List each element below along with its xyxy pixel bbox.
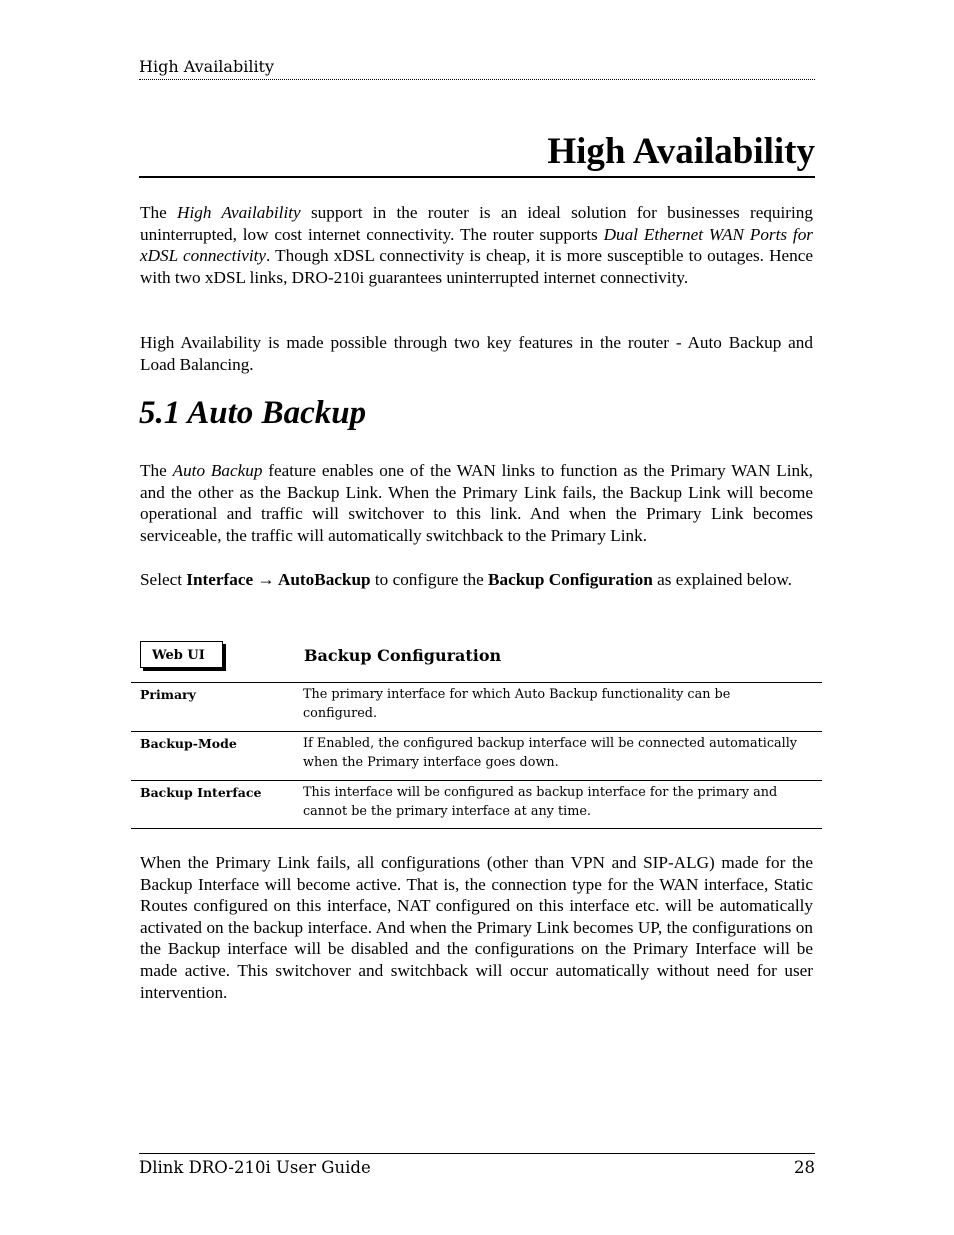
page-footer (139, 1153, 815, 1179)
arrow-right-icon: → (253, 570, 278, 589)
running-header: High Availability (139, 57, 815, 80)
field-name: Backup Interface (140, 785, 262, 800)
table-title: Backup Configuration (304, 646, 502, 665)
backup-configuration-table (131, 682, 822, 829)
intro-p1-text-1: The (140, 203, 178, 222)
field-name: Backup-Mode (140, 736, 237, 751)
table-row (131, 731, 822, 780)
section-p2-text-3: as explained below. (652, 570, 792, 589)
chapter-title: High Availability (139, 128, 815, 178)
section-p1-text-1: The (140, 461, 173, 480)
web-ui-badge: Web UI (140, 641, 223, 668)
field-description: If Enabled, the configured backup interface will be connected automatically when the Primary interface goes down. (303, 736, 798, 770)
field-description: This interface will be configured as backup interface for the primary and cannot be the primary interface at any time. (303, 785, 778, 819)
section-p1-italic-1: Auto Backup (172, 461, 263, 480)
intro-p1-text-2: support in the router is an ideal solution for businesses requiring uninterrupted, low cost internet connectivity. The router supports (140, 203, 813, 244)
section-paragraph-1 (140, 460, 813, 546)
section-p2-text-2: to configure the (370, 570, 489, 589)
section-paragraph-2 (140, 569, 813, 591)
intro-paragraph-2: High Availability is made possible through two key features in the router - Auto Backup and Load Balancing. (140, 333, 813, 374)
footer-guide-title: Dlink DRO-210i User Guide (139, 1158, 371, 1177)
table-row (131, 780, 822, 829)
intro-p1-text-3: . Though xDSL connectivity is cheap, it is more susceptible to outages. Hence with two xDSL links, DRO-210i guarantees uninterrupted internet connectivity. (140, 246, 813, 287)
section-title: 5.1 Auto Backup (139, 395, 367, 431)
backup-configuration-ref: Backup Configuration (488, 570, 653, 589)
page-number: 28 (794, 1158, 815, 1177)
intro-p1-italic-2: Dual Ethernet WAN Ports for xDSL connectivity (140, 224, 813, 266)
field-description: The primary interface for which Auto Backup functionality can be configured. (303, 687, 731, 721)
section-p2-text-1: Select (140, 570, 187, 589)
intro-paragraph-1 (140, 202, 813, 288)
closing-paragraph: When the Primary Link fails, all configurations (other than VPN and SIP-ALG) made for the Backup Interface will become active. That is, the connection type for the WAN interface, Static Routes configured on this interface, NAT configured on this interface etc. will be automatically activated on the backup interface. And when the Primary Link becomes UP, the configurations on the Backup interface will be disabled and the configurations on the Primary Interface will be made active. This switchover and switchback will occur automatically without need for user intervention. (140, 853, 813, 1002)
section-p1-text-2: feature enables one of the WAN links to function as the Primary WAN Link, and the other as the Backup Link. When the Primary Link fails, the Backup Link will become operational and traffic will switchover to this link. And when the Primary Link becomes serviceable, the traffic will automatically switchback to the Primary Link. (140, 461, 813, 545)
table-row (131, 682, 822, 731)
menu-path-autobackup: AutoBackup (277, 570, 371, 589)
menu-path-interface: Interface (186, 570, 254, 589)
field-name: Primary (140, 687, 196, 702)
intro-p1-italic-1: High Availability (177, 203, 301, 222)
